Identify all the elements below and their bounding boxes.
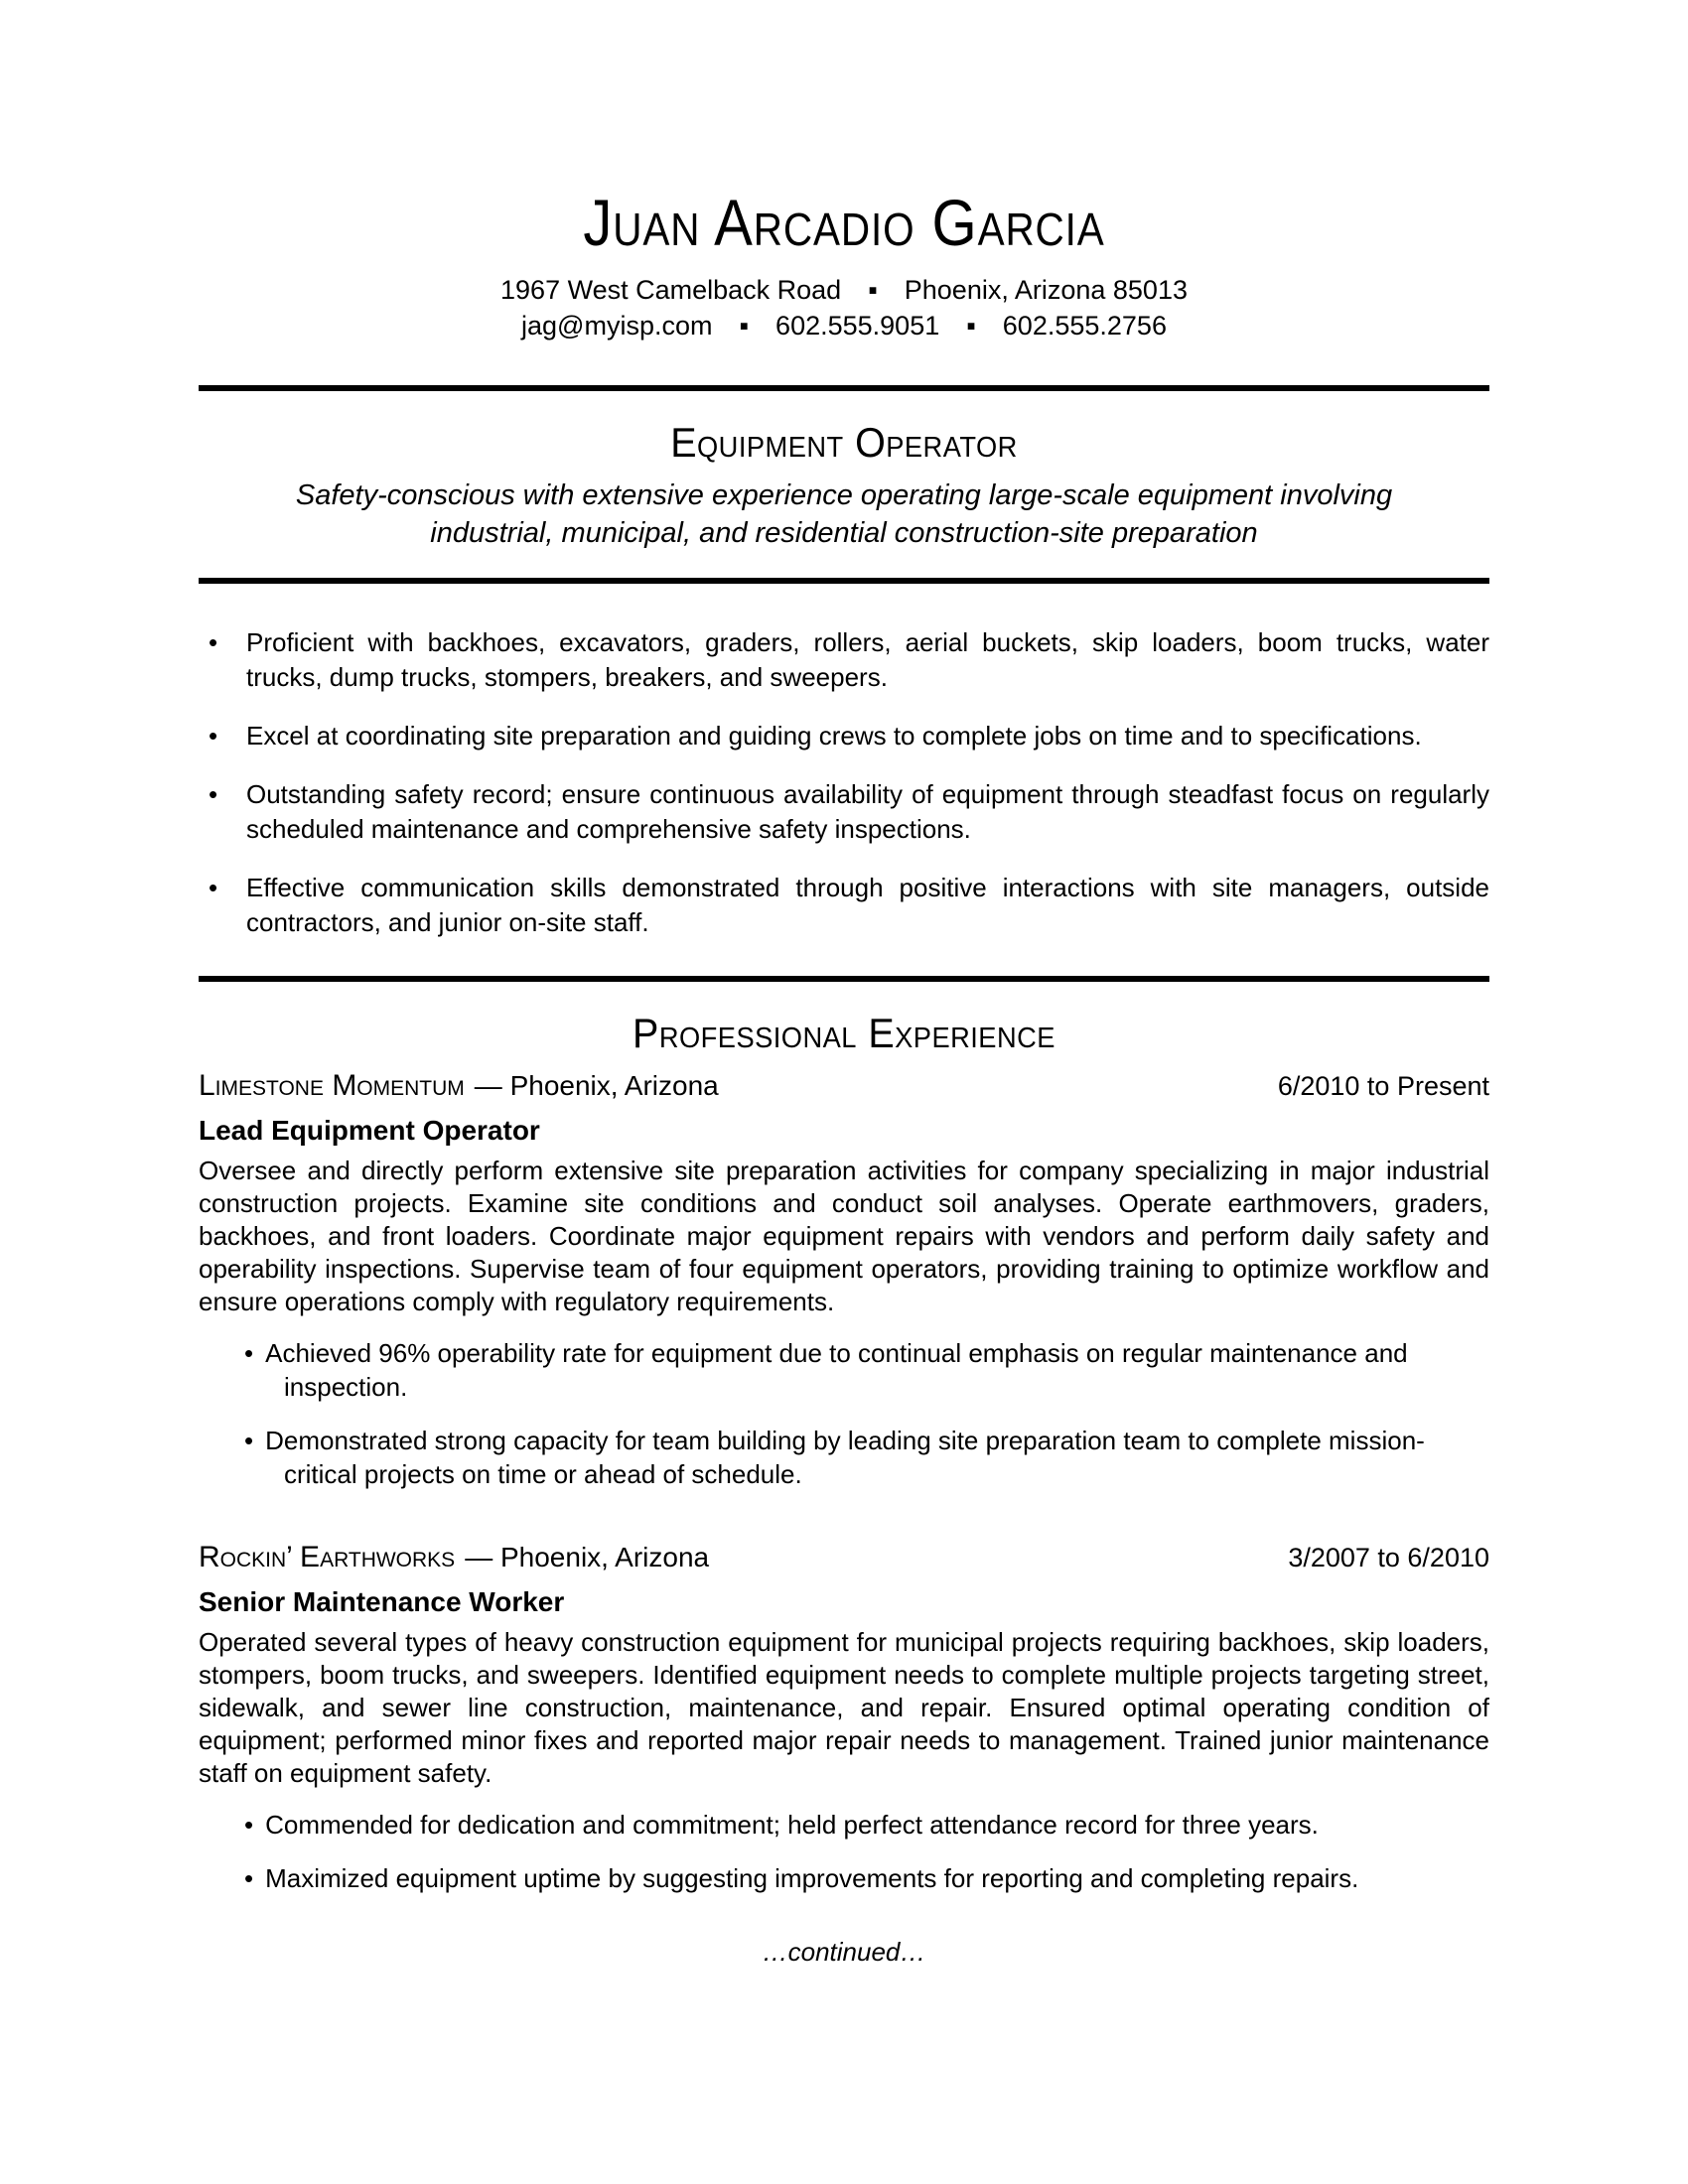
achievement-item bbox=[244, 1424, 1485, 1491]
job-dates: 6/2010 to Present bbox=[1277, 1071, 1489, 1101]
bullet-icon: • bbox=[244, 1863, 254, 1893]
address-line: 1967 West Camelback Road ▪ Phoenix, Arizona 85013 bbox=[500, 275, 1188, 305]
job-title: Lead Equipment Operator bbox=[199, 1115, 540, 1146]
job-entry bbox=[199, 1069, 1489, 1491]
continued-note: …continued… bbox=[762, 1937, 926, 1967]
company-location: — Phoenix, Arizona bbox=[465, 1542, 710, 1572]
bullet-icon: • bbox=[244, 1426, 254, 1455]
summary-bullet bbox=[199, 871, 1489, 940]
achievement-item bbox=[244, 1861, 1485, 1895]
achievement-text: Maximized equipment uptime by suggesting improvements for reporting and completing repairs. bbox=[265, 1863, 1359, 1893]
summary-bullet bbox=[199, 719, 1489, 753]
divider-top bbox=[199, 385, 1489, 391]
summary-bullet bbox=[199, 625, 1489, 695]
experience-section-title: Professional Experience bbox=[633, 1010, 1055, 1056]
summary-bullet-text: Outstanding safety record; ensure continuous availability of equipment through steadfast focus on regularly scheduled maintenance and comprehensive safety inspections. bbox=[246, 779, 1489, 844]
achievement-list bbox=[244, 1808, 1485, 1895]
achievement-text: Achieved 96% operability rate for equipment due to continual emphasis on regular maintenance and inspection. bbox=[265, 1338, 1408, 1402]
job-header bbox=[199, 1541, 1489, 1574]
bullet-icon: • bbox=[244, 1810, 254, 1840]
bullet-icon: • bbox=[209, 721, 218, 751]
job-dates: 3/2007 to 6/2010 bbox=[1288, 1543, 1489, 1572]
summary-bullet-text: Excel at coordinating site preparation and guiding crews to complete jobs on time and to specifications. bbox=[246, 721, 1422, 751]
job-org bbox=[199, 1541, 709, 1574]
summary-bullet bbox=[199, 777, 1489, 847]
bullet-icon: • bbox=[209, 779, 218, 809]
summary-section bbox=[199, 625, 1489, 940]
achievement-text: Demonstrated strong capacity for team building by leading site preparation team to complete mission-critical projects on time or ahead of schedule. bbox=[265, 1426, 1425, 1489]
achievement-item bbox=[244, 1336, 1485, 1404]
company-location: — Phoenix, Arizona bbox=[474, 1070, 719, 1101]
divider-middle bbox=[199, 578, 1489, 584]
experience-section bbox=[199, 1010, 1489, 1895]
summary-bullet-text: Proficient with backhoes, excavators, graders, rollers, aerial buckets, skip loaders, boom trucks, water trucks, dump trucks, stompers, breakers, and sweepers. bbox=[246, 627, 1489, 692]
bullet-icon: • bbox=[209, 627, 218, 657]
job-title: Senior Maintenance Worker bbox=[199, 1586, 565, 1617]
contact-line: jag@myisp.com ▪ 602.555.9051 ▪ 602.555.2756 bbox=[521, 311, 1167, 341]
job-entry bbox=[199, 1541, 1489, 1895]
resume-header bbox=[199, 185, 1489, 343]
summary-bullet-text: Effective communication skills demonstrated through positive interactions with site managers, outside contractors, and junior on-site staff. bbox=[246, 873, 1489, 937]
job-description: Operated several types of heavy construction equipment for municipal projects requiring backhoes, skip loaders, stompers, boom trucks, and sweepers. Identified equipment needs to complete multiple projects targeting street, sidewalk, and sewer line construction, maintenance, and repair. Ensured optimal operating condition of equipment; performed minor fixes and reported major repair needs to management. Trained junior maintenance staff on equipment safety. bbox=[199, 1627, 1489, 1788]
company-name: Limestone Momentum bbox=[199, 1069, 465, 1102]
summary-list bbox=[199, 625, 1489, 940]
company-name: Rockin’ Earthworks bbox=[199, 1541, 456, 1573]
achievement-item bbox=[244, 1808, 1485, 1842]
achievement-text: Commended for dedication and commitment; held perfect attendance record for three years. bbox=[265, 1810, 1319, 1840]
job-org bbox=[199, 1069, 719, 1103]
job-description: Oversee and directly perform extensive site preparation activities for company specializing in major industrial construction projects. Examine site conditions and conduct soil analyses. Operate earthmovers, graders, backhoes, and front loaders. Coordinate major equipment repairs with vendors and perform daily safety and operability inspections. Supervise team of four equipment operators, providing training to optimize workflow and ensure operations comply with regulatory requirements. bbox=[199, 1156, 1489, 1316]
bullet-icon: • bbox=[244, 1338, 254, 1368]
objective-title: Equipment Operator bbox=[670, 419, 1018, 466]
objective-tagline: Safety-conscious with extensive experience operating large-scale equipment involving industrial, municipal, and residential construction-site preparation bbox=[295, 479, 1393, 549]
person-name: Juan Arcadio Garcia bbox=[583, 186, 1105, 259]
job-header bbox=[199, 1069, 1489, 1103]
achievement-list bbox=[244, 1336, 1485, 1491]
objective-section bbox=[199, 419, 1489, 552]
bullet-icon: • bbox=[209, 873, 218, 902]
divider-experience bbox=[199, 976, 1489, 982]
